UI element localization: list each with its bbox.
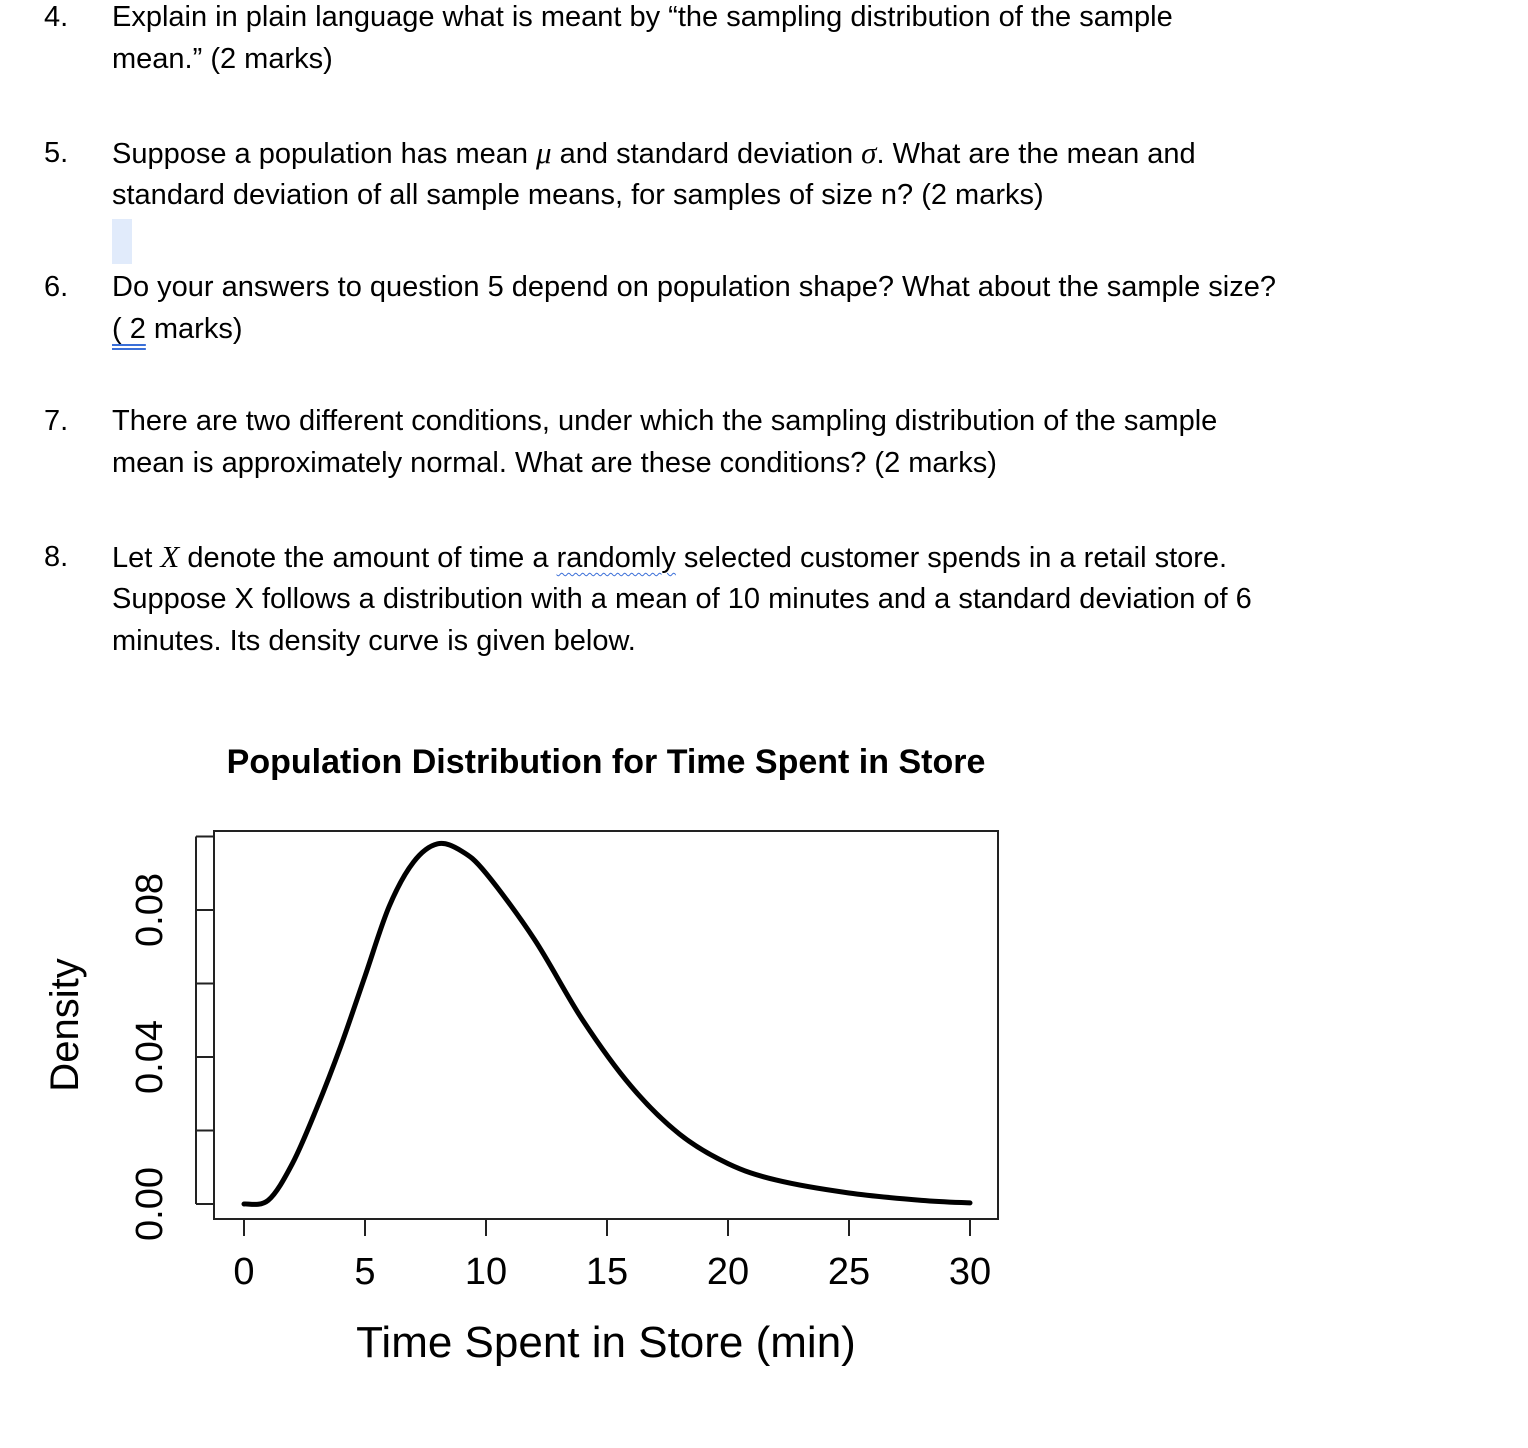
- math-symbol: X: [160, 539, 180, 574]
- x-tick-label: 5: [354, 1251, 376, 1293]
- question-number: 4.: [44, 1, 69, 33]
- question-number: 6.: [44, 271, 69, 303]
- x-tick-label: 0: [233, 1251, 255, 1293]
- text-segment: selected customer spends in a retail store.: [675, 542, 1228, 574]
- text-segment: . What are the mean and: [876, 138, 1196, 170]
- text-segment: mean.” (2 marks): [112, 43, 333, 75]
- y-tick-label: 0.08: [129, 873, 171, 947]
- x-axis: [233, 1219, 991, 1293]
- x-tick-label: 25: [827, 1251, 871, 1293]
- text-segment: denote the amount of time a: [179, 542, 557, 574]
- text-segment: and standard deviation: [551, 138, 862, 170]
- x-tick-label: 10: [464, 1251, 508, 1293]
- question-number: 7.: [44, 405, 69, 437]
- question-number: 8.: [44, 541, 69, 573]
- text-segment: Explain in plain language what is meant by “the sampling distribution of the sample: [112, 1, 1173, 33]
- math-symbol: σ: [861, 135, 877, 170]
- question-number: 5.: [44, 137, 69, 169]
- y-tick-label: 0.00: [129, 1167, 171, 1241]
- text-segment: marks): [145, 313, 243, 345]
- x-axis-label: Time Spent in Store (min): [356, 1318, 856, 1367]
- y-tick-label: 0.04: [129, 1020, 171, 1094]
- text-segment: There are two different conditions, under which the sampling distribution of the sample: [112, 405, 1218, 437]
- x-tick-label: 30: [948, 1251, 992, 1293]
- y-axis: [129, 837, 214, 1241]
- math-symbol: μ: [536, 135, 552, 170]
- x-tick-label: 20: [706, 1251, 750, 1293]
- text-segment: Do your answers to question 5 depend on population shape? What about the sample size?: [112, 271, 1276, 303]
- grammar-flag-text: ( 2: [112, 313, 146, 345]
- chart-title: Population Distribution for Time Spent in Store: [226, 743, 986, 781]
- spellcheck-word: randomly: [556, 542, 676, 574]
- y-axis-label: Density: [43, 958, 87, 1092]
- text-segment: standard deviation of all sample means, for samples of size n? (2 marks): [112, 179, 1044, 211]
- x-tick-label: 15: [585, 1251, 629, 1293]
- text-segment: minutes. Its density curve is given below.: [112, 625, 636, 657]
- text-segment: Let: [112, 542, 161, 574]
- text-segment: mean is approximately normal. What are these conditions? (2 marks): [112, 447, 997, 479]
- density-curve: [244, 843, 970, 1204]
- plot-frame: [214, 831, 998, 1219]
- text-segment: Suppose X follows a distribution with a mean of 10 minutes and a standard deviation of 6: [112, 583, 1252, 615]
- text-segment: Suppose a population has mean: [112, 138, 537, 170]
